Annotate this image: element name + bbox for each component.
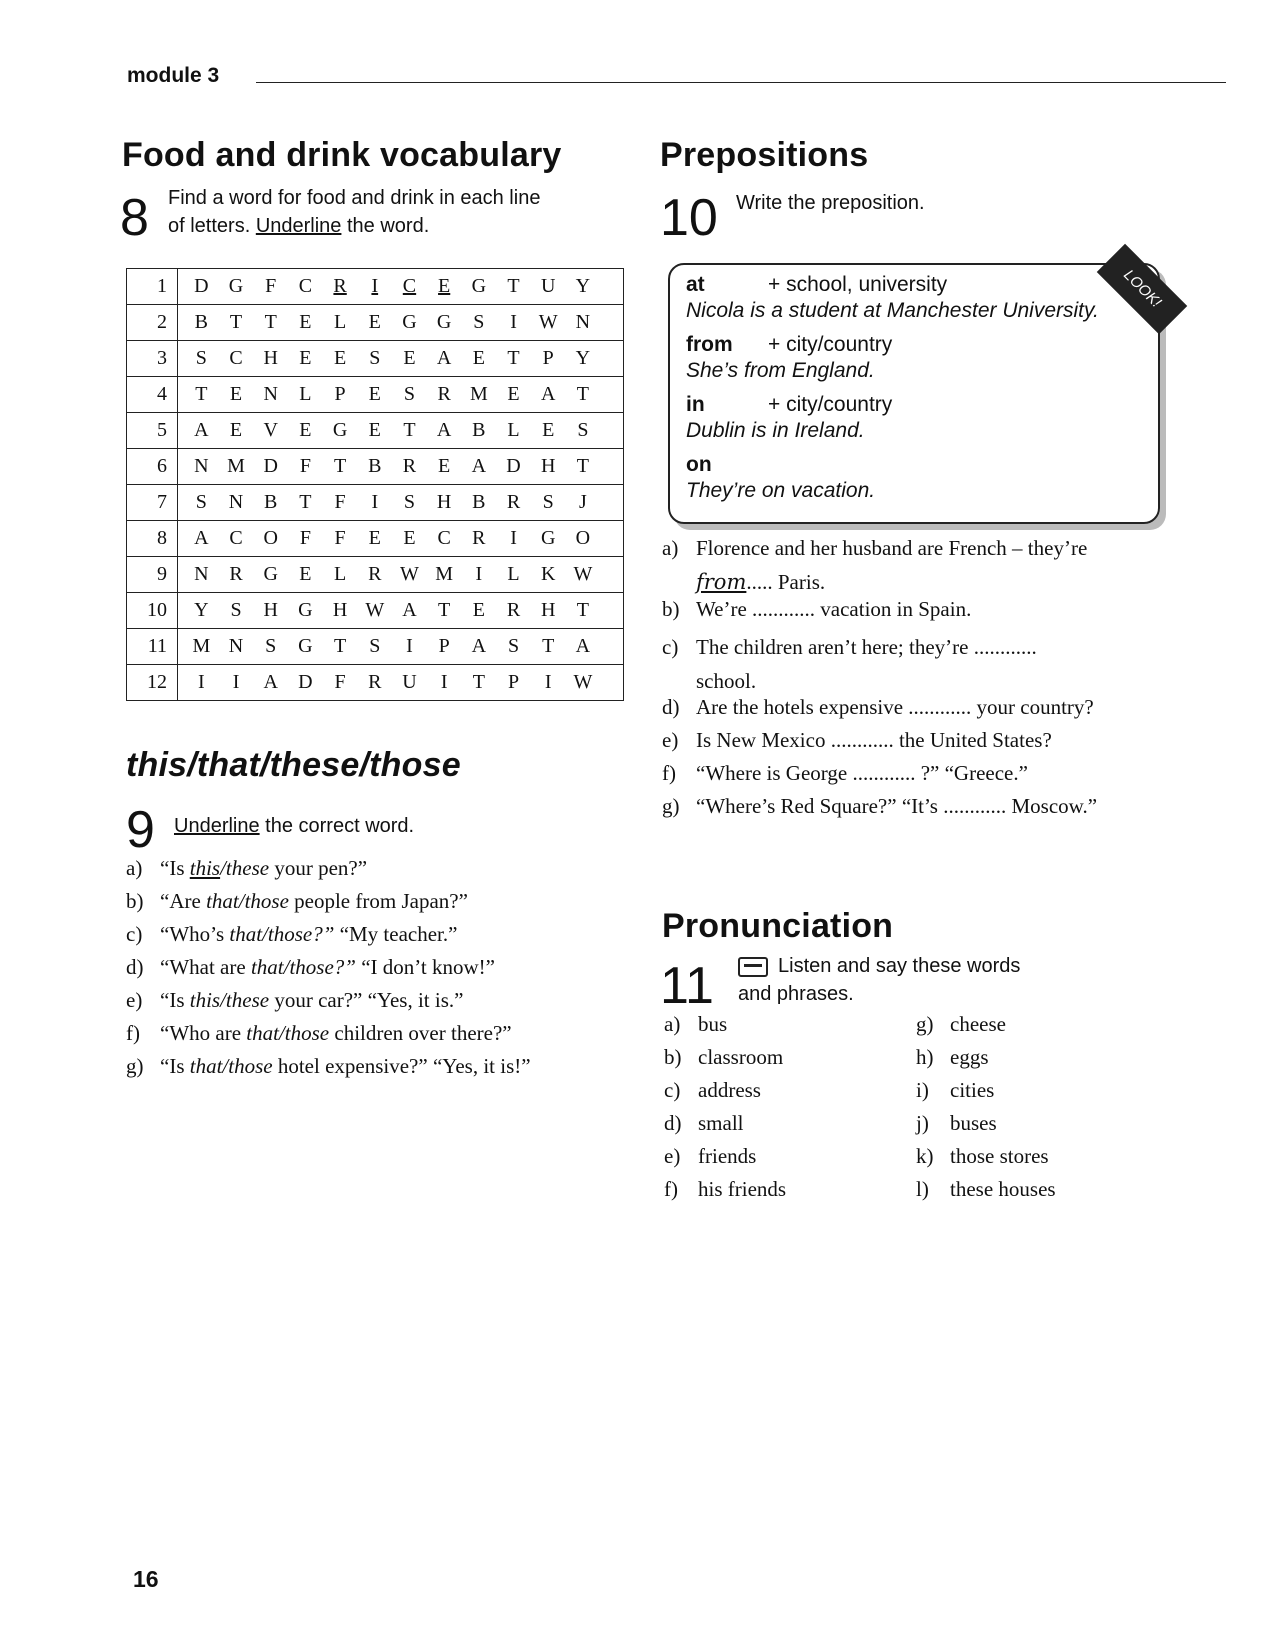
grid-letter[interactable]: W (538, 311, 558, 333)
grid-letter[interactable]: S (195, 347, 207, 369)
cassette-icon (738, 957, 768, 977)
grid-letter[interactable]: R (333, 275, 347, 297)
grid-letter[interactable]: E (403, 347, 416, 369)
grid-letter[interactable]: R (472, 527, 486, 549)
item-label: g) (916, 1012, 934, 1036)
grid-letter[interactable]: C (229, 527, 243, 549)
grid-row-letters (178, 269, 624, 305)
grid-letter[interactable]: F (334, 671, 346, 693)
grid-letter[interactable]: T (507, 347, 520, 369)
grid-letter[interactable]: T (264, 311, 277, 333)
ex10-item: f) “Where is George ............ ?” “Greece.” (662, 761, 1028, 785)
grid-letter[interactable]: T (438, 599, 451, 621)
item-label: a) (126, 856, 143, 880)
grid-row (127, 629, 624, 665)
grid-letter[interactable]: G (436, 311, 452, 333)
grid-row-number: 4 (127, 377, 178, 413)
grid-letter[interactable]: D (298, 671, 313, 693)
grid-letter[interactable]: N (263, 383, 278, 405)
grid-row-letters (178, 629, 624, 665)
ex11-item (664, 1045, 783, 1070)
handwritten-answer[interactable]: from (696, 570, 747, 594)
grid-letter[interactable]: L (333, 311, 347, 333)
grid-letter[interactable]: R (506, 599, 521, 621)
ex8-instr-line2: of letters. Underline the word. (168, 215, 430, 237)
grid-letter[interactable]: N (194, 563, 209, 585)
ex10-item: b) We’re ............ vacation in Spain. (662, 597, 972, 621)
grid-letter[interactable]: T (403, 419, 416, 441)
ex10-instructions: Write the preposition. (736, 192, 925, 214)
grid-letter[interactable]: T (507, 275, 520, 297)
ex10-item: a) Florence and her husband are French – they’re from..... Paris. (662, 531, 1087, 599)
ex10-item: g) “Where’s Red Square?” “It’s ............ Moscow.” (662, 794, 1098, 818)
grid-letter[interactable]: S (369, 347, 381, 369)
grid-letter[interactable]: S (577, 419, 589, 441)
grid-row (127, 305, 624, 341)
grid-letter[interactable]: S (195, 491, 207, 513)
ex11-item (916, 1177, 1056, 1202)
item-label: i) (916, 1078, 929, 1102)
ex8-instr-line1: Find a word for food and drink in each line (168, 187, 541, 209)
grid-letter[interactable]: J (579, 491, 587, 513)
grid-letter[interactable]: R (437, 383, 451, 405)
grid-letter[interactable]: I (510, 527, 517, 549)
grid-letter[interactable]: F (299, 455, 311, 477)
item-label: d) (126, 955, 144, 979)
grid-letter[interactable]: I (475, 563, 483, 585)
ex11-item (664, 1144, 756, 1169)
grid-row-letters (178, 377, 624, 413)
item-text: buses (950, 1111, 997, 1135)
item-text: his friends (698, 1177, 787, 1201)
grid-letter[interactable]: R (506, 491, 521, 513)
grid-letter[interactable]: C (402, 275, 417, 297)
item-label: a) (662, 536, 679, 560)
grid-letter[interactable]: A (436, 347, 452, 369)
grid-letter[interactable]: I (198, 671, 205, 693)
item-label: g) (662, 794, 680, 818)
grid-letter[interactable]: S (473, 311, 485, 333)
grid-letter[interactable]: B (264, 491, 278, 513)
grid-letter[interactable]: T (576, 599, 590, 621)
grid-row (127, 521, 624, 557)
grid-letter[interactable]: E (368, 311, 381, 333)
ex9-heading: this/that/these/those (126, 746, 461, 784)
look-row-from: from + city/country (686, 333, 893, 356)
grid-row-letters (178, 449, 624, 485)
item-text: address (698, 1078, 761, 1102)
choice-words[interactable]: /these (220, 856, 270, 880)
grid-row-letters (178, 305, 624, 341)
item-label: f) (664, 1177, 678, 1201)
choice-words[interactable]: that/those (246, 1021, 330, 1045)
ex10-item: d) Are the hotels expensive ............ your country? (662, 695, 1094, 719)
grid-row (127, 665, 624, 701)
grid-letter[interactable]: W (573, 563, 593, 585)
grid-letter[interactable]: E (333, 347, 347, 369)
ex11-item (664, 1177, 786, 1202)
grid-letter[interactable]: A (471, 635, 487, 657)
ex11-item (916, 1111, 997, 1136)
module-label: module 3 (127, 64, 220, 87)
grid-row-number: 6 (127, 449, 178, 485)
grid-letter[interactable]: D (263, 455, 278, 477)
word-search-grid (126, 268, 624, 701)
choice-words[interactable]: that/those (189, 1054, 273, 1078)
grid-letter[interactable]: R (368, 671, 382, 693)
grid-letter[interactable]: E (229, 419, 243, 441)
grid-letter[interactable]: E (299, 419, 312, 441)
grid-letter[interactable]: H (263, 599, 278, 621)
look-example-at: Nicola is a student at Manchester University. (686, 299, 1099, 322)
item-text: friends (698, 1144, 757, 1168)
grid-row-number: 5 (127, 413, 178, 449)
grid-letter[interactable]: W (400, 563, 419, 585)
look-box (668, 263, 1165, 524)
item-text: bus (698, 1012, 728, 1036)
item-label: b) (126, 889, 144, 913)
ex9-item: d) “What are that/those?” “I don’t know!” (126, 955, 495, 979)
grid-letter[interactable]: S (369, 635, 381, 657)
grid-row-number: 7 (127, 485, 178, 521)
item-label: h) (916, 1045, 934, 1069)
grid-letter[interactable]: Y (194, 599, 209, 621)
ex8-instructions (168, 184, 540, 240)
grid-letter[interactable]: M (192, 635, 211, 657)
ex11-item (916, 1144, 1049, 1169)
grid-row-number: 3 (127, 341, 178, 377)
grid-letter[interactable]: W (365, 599, 385, 621)
grid-row (127, 341, 624, 377)
grid-letter[interactable]: L (299, 383, 312, 405)
ex11-instructions (738, 952, 1020, 1008)
grid-row-letters (178, 521, 624, 557)
grid-letter[interactable]: M (227, 455, 245, 477)
item-text: eggs (950, 1045, 989, 1069)
grid-row-number: 9 (127, 557, 178, 593)
ex11-instr-line1: Listen and say these words (738, 952, 1020, 980)
grid-letter[interactable]: W (573, 671, 593, 693)
item-label: g) (126, 1054, 144, 1078)
ex10-item: e) Is New Mexico ............ the United States? (662, 728, 1052, 752)
grid-letter[interactable]: T (576, 383, 590, 405)
grid-row-letters (178, 341, 624, 377)
grid-letter[interactable]: T (229, 311, 243, 333)
grid-letter[interactable]: H (540, 599, 556, 621)
grid-letter[interactable]: E (438, 455, 451, 477)
ex9-item: a) “Is this/these your pen?” (126, 856, 368, 880)
ex11-item (664, 1078, 761, 1103)
grid-letter[interactable]: A (436, 419, 452, 441)
grid-letter[interactable]: E (368, 383, 381, 405)
grid-letter[interactable]: A (194, 419, 209, 441)
ex9-item: g) “Is that/those hotel expensive?” “Yes, it is!” (126, 1054, 531, 1078)
grid-letter[interactable]: H (263, 347, 278, 369)
grid-letter[interactable]: E (403, 527, 416, 549)
grid-letter[interactable]: I (510, 311, 517, 333)
grid-row-number: 11 (127, 629, 178, 665)
grid-letter[interactable]: U (540, 275, 556, 297)
grid-row (127, 485, 624, 521)
ex11-heading: Pronunciation (662, 907, 894, 945)
ex8-heading: Food and drink vocabulary (122, 136, 562, 174)
grid-letter[interactable]: N (194, 455, 209, 477)
grid-letter[interactable]: C (437, 527, 451, 549)
grid-letter[interactable]: P (542, 347, 554, 369)
ex8-number: 8 (120, 189, 149, 247)
grid-letter[interactable]: I (371, 491, 379, 513)
grid-letter[interactable]: B (194, 311, 209, 333)
grid-row-letters (178, 413, 624, 449)
grid-letter[interactable]: L (507, 563, 520, 585)
grid-letter[interactable]: E (368, 527, 381, 549)
ex10-number: 10 (660, 189, 718, 247)
grid-letter[interactable]: N (228, 635, 244, 657)
grid-letter[interactable]: D (506, 455, 521, 477)
grid-letter[interactable]: G (471, 275, 487, 297)
grid-letter[interactable]: E (299, 347, 312, 369)
grid-row-number: 8 (127, 521, 178, 557)
grid-letter[interactable]: I (544, 671, 552, 693)
answer-underlined: this (189, 856, 221, 880)
grid-letter[interactable]: B (368, 455, 382, 477)
choice-words[interactable]: that/those?” (250, 955, 356, 979)
look-example-in: Dublin is in Ireland. (686, 419, 865, 442)
grid-letter[interactable]: S (265, 635, 277, 657)
grid-letter[interactable]: F (334, 527, 346, 549)
grid-letter[interactable]: G (540, 527, 556, 549)
ex9-item: f) “Who are that/those children over there?” (126, 1021, 512, 1045)
item-label: f) (126, 1021, 140, 1045)
grid-letter[interactable]: E (299, 563, 312, 585)
item-text: classroom (698, 1045, 784, 1069)
look-badge: LOOK! (1097, 244, 1188, 335)
grid-letter[interactable]: L (333, 563, 347, 585)
ex10-heading: Prepositions (660, 136, 869, 174)
grid-letter[interactable]: E (472, 347, 485, 369)
grid-letter[interactable]: P (334, 383, 346, 405)
grid-letter[interactable]: U (402, 671, 417, 693)
item-label: b) (664, 1045, 682, 1069)
grid-row-number: 10 (127, 593, 178, 629)
grid-letter[interactable]: A (194, 527, 209, 549)
grid-row-letters (178, 485, 624, 521)
grid-letter[interactable]: V (263, 419, 278, 441)
ex11-item (916, 1012, 1006, 1037)
grid-letter[interactable]: H (332, 599, 348, 621)
grid-letter[interactable]: H (436, 491, 452, 513)
grid-letter[interactable]: E (438, 275, 451, 297)
item-label: c) (126, 922, 143, 946)
item-label: d) (664, 1111, 682, 1135)
grid-letter[interactable]: S (230, 599, 242, 621)
grid-letter[interactable]: N (575, 311, 591, 333)
choice-words[interactable]: this/these (189, 988, 270, 1012)
grid-letter[interactable]: A (263, 671, 278, 693)
grid-letter[interactable]: T (333, 455, 347, 477)
item-label: j) (916, 1111, 929, 1135)
item-label: c) (662, 635, 679, 659)
grid-letter[interactable]: I (232, 671, 240, 693)
grid-letter[interactable]: I (371, 275, 379, 297)
page-number: 16 (133, 1566, 159, 1592)
header-rule (256, 82, 1226, 83)
grid-letter[interactable]: D (194, 275, 209, 297)
grid-letter[interactable]: E (507, 383, 520, 405)
look-example-from: She’s from England. (686, 359, 875, 382)
grid-letter[interactable]: T (576, 455, 590, 477)
grid-letter[interactable]: O (575, 527, 591, 549)
grid-letter[interactable]: P (438, 635, 450, 657)
grid-letter[interactable]: M (469, 383, 488, 405)
item-text: cities (950, 1078, 995, 1102)
grid-row-letters (178, 593, 624, 629)
grid-row (127, 593, 624, 629)
ex11-item (916, 1078, 994, 1103)
item-text: small (698, 1111, 744, 1135)
item-label: e) (664, 1144, 681, 1168)
grid-letter[interactable]: F (265, 275, 277, 297)
item-text: these houses (950, 1177, 1056, 1201)
grid-letter[interactable]: S (507, 635, 520, 657)
grid-letter[interactable]: A (471, 455, 487, 477)
grid-row-number: 2 (127, 305, 178, 341)
grid-letter[interactable]: C (229, 347, 243, 369)
grid-letter[interactable]: H (540, 455, 556, 477)
item-text: those stores (950, 1144, 1049, 1168)
grid-letter[interactable]: A (540, 383, 556, 405)
grid-letter[interactable]: E (368, 419, 381, 441)
grid-letter[interactable]: I (406, 635, 413, 657)
grid-letter[interactable]: C (298, 275, 313, 297)
grid-letter[interactable]: B (472, 419, 486, 441)
grid-letter[interactable]: E (472, 599, 485, 621)
grid-letter[interactable]: P (507, 671, 520, 693)
item-label: l) (916, 1177, 929, 1201)
grid-row-number: 1 (127, 269, 178, 305)
item-label: k) (916, 1144, 934, 1168)
grid-letter[interactable]: S (403, 491, 416, 513)
ex11-item (916, 1045, 989, 1070)
grid-letter[interactable]: R (368, 563, 382, 585)
ex11-instr-line2: and phrases. (738, 983, 854, 1005)
look-row-at: at + school, university (686, 273, 948, 296)
grid-letter[interactable]: T (472, 671, 485, 693)
grid-row-letters (178, 557, 624, 593)
grid-letter[interactable]: I (440, 671, 448, 693)
grid-letter[interactable]: R (229, 563, 243, 585)
ex9-item: e) “Is this/these your car?” “Yes, it is.” (126, 988, 464, 1012)
grid-letter[interactable]: Y (575, 275, 591, 297)
grid-letter[interactable]: M (435, 563, 454, 585)
grid-row (127, 413, 624, 449)
grid-letter[interactable]: T (542, 635, 555, 657)
grid-letter[interactable]: G (298, 635, 313, 657)
look-example-on: They’re on vacation. (686, 479, 876, 502)
grid-row (127, 449, 624, 485)
grid-letter[interactable]: F (299, 527, 311, 549)
item-label: b) (662, 597, 680, 621)
ex9-item: c) “Who’s that/those?” “My teacher.” (126, 922, 458, 946)
grid-letter[interactable]: O (263, 527, 278, 549)
ex9-number: 9 (126, 801, 155, 859)
grid-letter[interactable]: G (263, 563, 278, 585)
item-text: cheese (950, 1012, 1006, 1036)
ex10-item: c) The children aren’t here; they’re ............ school. (662, 630, 1037, 698)
item-label: c) (664, 1078, 681, 1102)
grid-letter[interactable]: E (229, 383, 243, 405)
grid-letter[interactable]: E (299, 311, 312, 333)
grid-letter[interactable]: R (402, 455, 417, 477)
grid-row-letters (178, 665, 624, 701)
item-label: e) (662, 728, 679, 752)
grid-letter[interactable]: G (402, 311, 417, 333)
item-label: d) (662, 695, 680, 719)
grid-letter[interactable]: F (334, 491, 346, 513)
look-row-in: in + city/country (686, 393, 893, 416)
ex9-instructions: Underline the correct word. (174, 815, 415, 837)
grid-letter[interactable]: N (228, 491, 244, 513)
grid-letter[interactable]: G (332, 419, 348, 441)
grid-letter[interactable]: S (542, 491, 554, 513)
grid-letter[interactable]: L (507, 419, 520, 441)
grid-letter[interactable]: A (402, 599, 417, 621)
ex9-item: b) “Are that/those people from Japan?” (126, 889, 468, 913)
item-label: a) (664, 1012, 681, 1036)
choice-words[interactable]: that/those (206, 889, 289, 913)
grid-row (127, 377, 624, 413)
ex11-number: 11 (660, 957, 714, 1015)
grid-letter[interactable]: T (299, 491, 312, 513)
grid-letter[interactable]: B (472, 491, 486, 513)
grid-letter[interactable]: Y (575, 347, 591, 369)
grid-letter[interactable]: T (195, 383, 208, 405)
grid-letter[interactable]: K (540, 563, 556, 585)
grid-letter[interactable]: A (575, 635, 591, 657)
look-badge-corner (1100, 263, 1165, 323)
grid-letter[interactable]: E (542, 419, 555, 441)
ex11-item (664, 1012, 727, 1037)
grid-letter[interactable]: G (228, 275, 244, 297)
grid-letter[interactable]: S (403, 383, 416, 405)
ex11-item (664, 1111, 744, 1136)
grid-letter[interactable]: G (298, 599, 313, 621)
grid-row-number: 12 (127, 665, 178, 701)
choice-words[interactable]: that/those?” (229, 922, 335, 946)
grid-row (127, 557, 624, 593)
item-label: f) (662, 761, 676, 785)
grid-row (127, 269, 624, 305)
item-label: e) (126, 988, 143, 1012)
look-row-on: on (686, 453, 712, 476)
grid-letter[interactable]: T (333, 635, 347, 657)
